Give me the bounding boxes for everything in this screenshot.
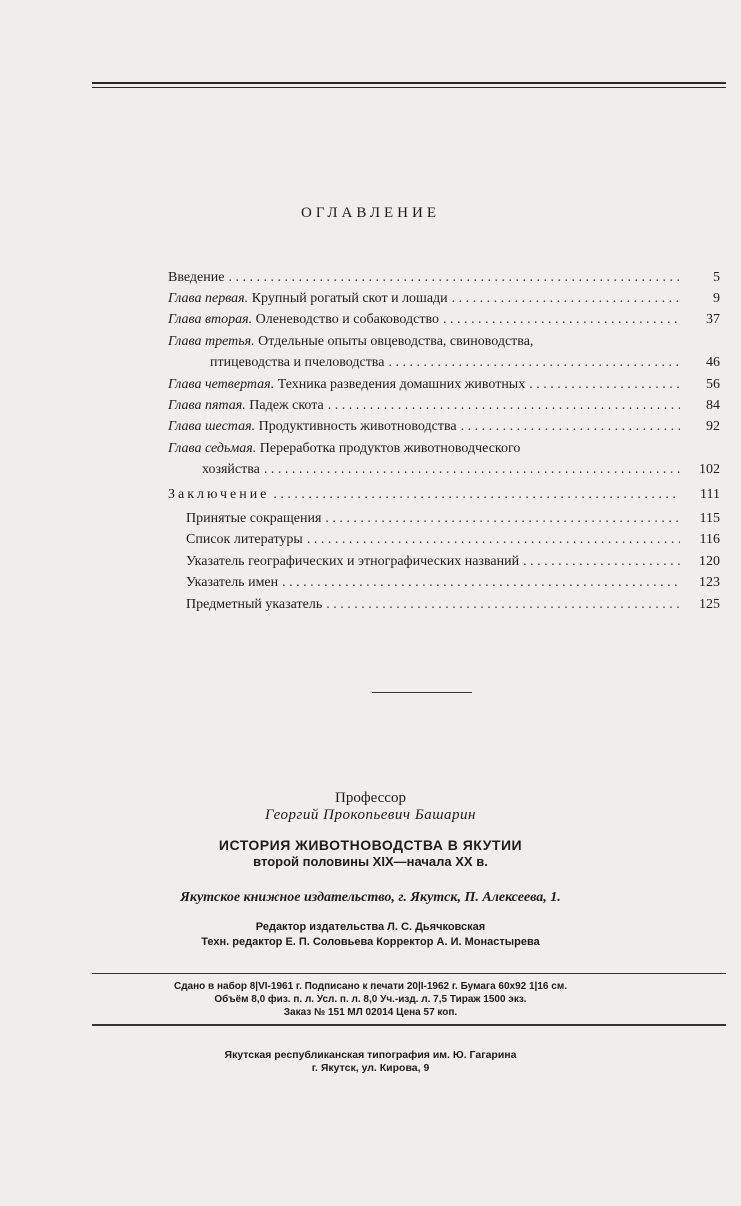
top-rule-thin xyxy=(92,87,726,88)
toc-entry-continued: птицеводства и пчеловодства . . . 46 xyxy=(210,353,720,373)
toc-entry: Глава четвертая. Техника разведения домашних животных . . . 56 xyxy=(168,375,720,395)
author-name: Георгий Прокопьевич Башарин xyxy=(265,807,476,823)
toc-entry: Введение . . . 5 xyxy=(168,268,720,288)
toc-entry: Предметный указатель . . . 125 xyxy=(186,595,720,615)
section-divider xyxy=(372,692,472,693)
print-details: Сдано в набор 8|VI-1961 г. Подписано к печати 20|I-1962 г. Бумага 60x92 1|16 см. xyxy=(173,981,567,992)
editor: Редактор издательства Л. С. Дьячковская xyxy=(255,921,486,933)
imprint-rule-top xyxy=(92,973,726,974)
printer: Якутская республиканская типография им. Ю. Гагарина xyxy=(224,1049,517,1061)
printer-address: г. Якутск, ул. Кирова, 9 xyxy=(311,1062,430,1074)
print-details: Объём 8,0 физ. п. л. Усл. п. л. 8,0 Уч.-изд. л. 7,5 Тираж 1500 экз. xyxy=(214,994,527,1005)
imprint-rule-bottom xyxy=(92,1024,726,1026)
toc-entry: Глава пятая. Падеж скота . . . 84 xyxy=(168,396,720,416)
toc-entry-continued: хозяйства . . . 102 xyxy=(202,460,720,480)
toc-entry: Глава первая. Крупный рогатый скот и лошади . . . 9 xyxy=(168,289,720,309)
book-subtitle: второй половины XIX—начала XX в. xyxy=(253,854,488,869)
toc-entry: Глава седьмая. Переработка продуктов животноводческого xyxy=(168,441,521,456)
toc-entry: Глава третья. Отдельные опыты овцеводства, свиноводства, xyxy=(168,334,534,349)
toc-entry: Указатель географических и этнографических названий . . . 120 xyxy=(186,552,720,572)
book-title: ИСТОРИЯ ЖИВОТНОВОДСТВА В ЯКУТИИ xyxy=(218,837,523,853)
publisher: Якутское книжное издательство, г. Якутск, П. Алексеева, 1. xyxy=(180,890,561,905)
toc-entry: Принятые сокращения . . . 115 xyxy=(186,509,720,529)
top-rule xyxy=(92,82,726,84)
toc-entry: Указатель имен . . . 123 xyxy=(186,573,720,593)
toc-entry: Заключение . . . 111 xyxy=(168,485,720,505)
toc-entry: Список литературы . . . 116 xyxy=(186,530,720,550)
toc-title: ОГЛАВЛЕНИЕ xyxy=(301,205,440,221)
toc-entry: Глава шестая. Продуктивность животноводства . . . 92 xyxy=(168,417,720,437)
print-details: Заказ № 151 МЛ 02014 Цена 57 коп. xyxy=(283,1007,458,1018)
toc-entry: Глава вторая. Оленеводство и собаководство . . . 37 xyxy=(168,310,720,330)
tech-editor: Техн. редактор Е. П. Соловьева Корректор А. И. Монастырева xyxy=(201,936,540,948)
author-title: Профессор xyxy=(335,790,406,806)
